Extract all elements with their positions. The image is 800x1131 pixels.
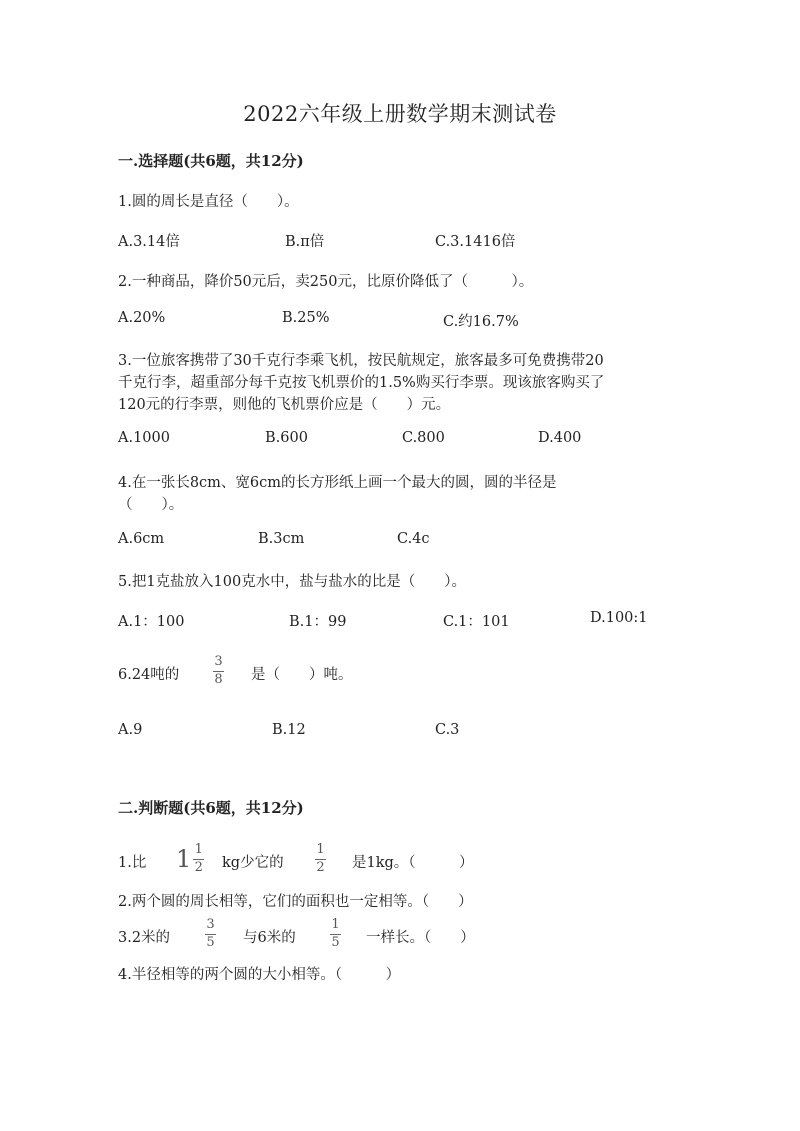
judge-3-fraction-2-denominator: 5 [331, 935, 340, 950]
q5-option-b: B.1：99 [289, 614, 347, 630]
q3-option-d: D.400 [538, 430, 582, 446]
judge-1-mixed-denominator: 2 [194, 860, 203, 875]
question-4-line-2: （ ）。 [118, 497, 184, 513]
q4-option-b: B.3cm [258, 531, 305, 547]
question-1: 1.圆的周长是直径（ ）。 [118, 194, 299, 210]
q5-option-c: C.1：101 [443, 614, 510, 630]
question-4-line-1: 4.在一张长8cm、宽6cm的长方形纸上画一个最大的圆，圆的半径是 [118, 475, 557, 491]
judge-1-mixed-number [176, 843, 204, 875]
q4-option-c: C.4c [397, 531, 430, 547]
judge-2: 2.两个圆的周长相等，它们的面积也一定相等。（ ） [118, 894, 473, 910]
question-2: 2.一种商品，降价50元后，卖250元，比原价降低了（ ）。 [118, 274, 534, 290]
question-6-prefix: 6.24吨的 [118, 667, 180, 683]
q6-option-a: A.9 [118, 722, 143, 738]
judge-1-mixed-fraction [193, 843, 204, 875]
q5-option-a: A.1：100 [118, 614, 185, 630]
judge-3-fraction-2 [330, 918, 341, 950]
judge-1-fraction-denominator: 2 [316, 860, 325, 875]
q3-option-b: B.600 [265, 430, 308, 446]
q2-option-a: A.20% [118, 310, 166, 326]
judge-1-prefix: 1.比 [118, 855, 147, 871]
judge-3-fraction-1-numerator: 3 [206, 917, 215, 932]
question-6-suffix: 是（ ）吨。 [251, 667, 353, 683]
q6-fraction-denominator: 8 [214, 672, 223, 687]
q1-option-c: C.3.1416倍 [435, 234, 516, 250]
judge-3-fraction-2-numerator: 1 [331, 917, 340, 932]
page-title: 2022六年级上册数学期末测试卷 [243, 102, 557, 126]
q6-option-c: C.3 [435, 722, 460, 738]
q3-option-c: C.800 [402, 430, 445, 446]
judge-1-fraction-numerator: 1 [316, 842, 325, 857]
q1-option-a: A.3.14倍 [118, 234, 180, 250]
q3-option-a: A.1000 [118, 430, 170, 446]
q1-option-b: B.π倍 [285, 234, 325, 250]
judge-1-fraction [315, 843, 326, 875]
judge-3-suffix: 一样长。（ ） [366, 930, 475, 946]
judge-3-fraction-1-denominator: 5 [206, 935, 215, 950]
judge-1-mixed-whole: 1 [176, 845, 192, 873]
q6-fraction-numerator: 3 [214, 654, 223, 669]
judge-1-middle: kg少它的 [222, 855, 284, 871]
question-3-line-1: 3.一位旅客携带了30千克行李乘飞机，按民航规定，旅客最多可免费携带20 [118, 353, 604, 369]
question-5: 5.把1克盐放入100克水中，盐与盐水的比是（ ）。 [118, 574, 466, 590]
section-heading-judgement: 二.判断题(共6题，共12分) [118, 799, 304, 817]
q4-option-a: A.6cm [118, 531, 165, 547]
q6-fraction [213, 655, 224, 687]
judge-1-suffix: 是1kg。（ ） [352, 855, 474, 871]
judge-3-fraction-1 [205, 918, 216, 950]
q2-option-c: C.约16.7% [443, 314, 519, 330]
judge-3-middle: 与6米的 [243, 930, 296, 946]
question-3-line-3: 120元的行李票，则他的飞机票价应是（ ）元。 [118, 397, 451, 413]
judge-4: 4.半径相等的两个圆的大小相等。（ ） [118, 967, 401, 983]
question-3-line-2: 千克行李，超重部分每千克按飞机票价的1.5%购买行李票。现该旅客购买了 [118, 375, 605, 391]
q2-option-b: B.25% [282, 310, 330, 326]
judge-3-prefix: 3.2米的 [118, 930, 171, 946]
q5-option-d: D.100:1 [590, 610, 648, 626]
section-heading-choice: 一.选择题(共6题，共12分) [118, 152, 304, 170]
q6-option-b: B.12 [272, 722, 306, 738]
judge-1-mixed-numerator: 1 [194, 842, 203, 857]
